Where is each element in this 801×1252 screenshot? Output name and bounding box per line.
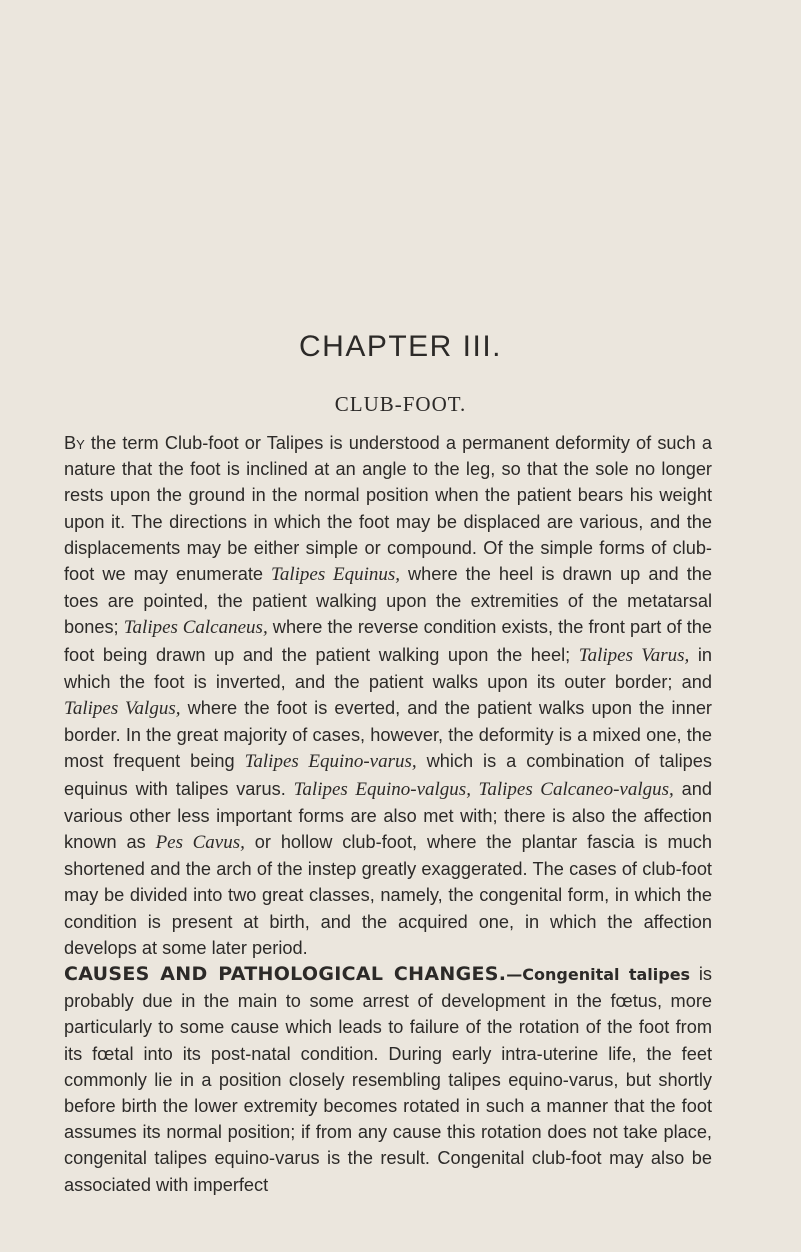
latin-term: Talipes Calcaneus, bbox=[123, 617, 268, 639]
text-run: in which the foot is inverted, and the patient walks upon its outer border; and bbox=[64, 644, 712, 692]
body-text bbox=[64, 430, 712, 1198]
text-run: is probably due in the main to some arrest of development in the fœtus, more particularly to some cause which leads to failure of the rotation of the foot from its fœtal into its post-natal condition. During early intra-uterine life, the feet commonly lie in a position closely resembling talipes equino-varus, but shortly before birth the lower extremity becomes rotated in such a manner that the foot assumes its normal position; if from any cause this rotation does not take place, congenital talipes equino-varus is the result. Congenital club-foot may also be associated with imperfect bbox=[64, 964, 712, 1195]
latin-term: Talipes Equino-valgus, Talipes Calcaneo-valgus, bbox=[293, 778, 674, 800]
chapter-title: CLUB-FOOT. bbox=[334, 392, 467, 416]
text-run: the term Club-foot or Talipes is understood a permanent deformity of such a nature that the foot is inclined at an angle to the leg, so that the sole no longer rests upon the ground in the normal position when the patient bears his weight upon it. The directions in which the foot may be displaced are various, and the displacements may be either simple or compound. Of the simple forms of club-foot we may enumerate bbox=[64, 433, 712, 585]
text-run: and various other less important forms are also met with; there is also the affection known as bbox=[64, 778, 712, 853]
section-lead: —Congenital talipes bbox=[506, 965, 691, 985]
latin-term: Talipes Valgus, bbox=[64, 698, 181, 720]
text-run: or hollow club-foot, where the plantar fascia is much shortened and the arch of the instep greatly exaggerated. The cases of club-foot may be divided into two great classes, namely, the congenital form, in which the condition is present at birth, and the acquired one, in which the affection develops at some later period. bbox=[64, 832, 712, 958]
chapter-heading: CHAPTER III. bbox=[298, 330, 503, 363]
text-run: where the foot is everted, and the patient walks upon the inner border. In the great majority of cases, however, the deformity is a mixed one, the most frequent being bbox=[64, 698, 712, 772]
text-run: where the reverse condition exists, the front part of the foot being drawn up and the patient walking upon the heel; bbox=[64, 617, 713, 665]
drop-word: By bbox=[64, 433, 85, 453]
text-run: which is a combination of talipes equinus with talipes varus. bbox=[64, 751, 712, 799]
paragraph-intro bbox=[64, 430, 712, 961]
latin-term: Talipes Equino-varus, bbox=[244, 751, 417, 773]
latin-term: Talipes Varus, bbox=[578, 644, 690, 666]
paragraph-causes bbox=[64, 961, 712, 1198]
latin-term: Pes Cavus, bbox=[155, 832, 245, 854]
section-heading: CAUSES AND PATHOLOGICAL CHANGES. bbox=[64, 963, 507, 986]
latin-term: Talipes Equinus, bbox=[271, 564, 400, 586]
text-run: where the heel is drawn up and the toes are pointed, the patient walking upon the extremities of the metatarsal bones; bbox=[64, 564, 712, 638]
